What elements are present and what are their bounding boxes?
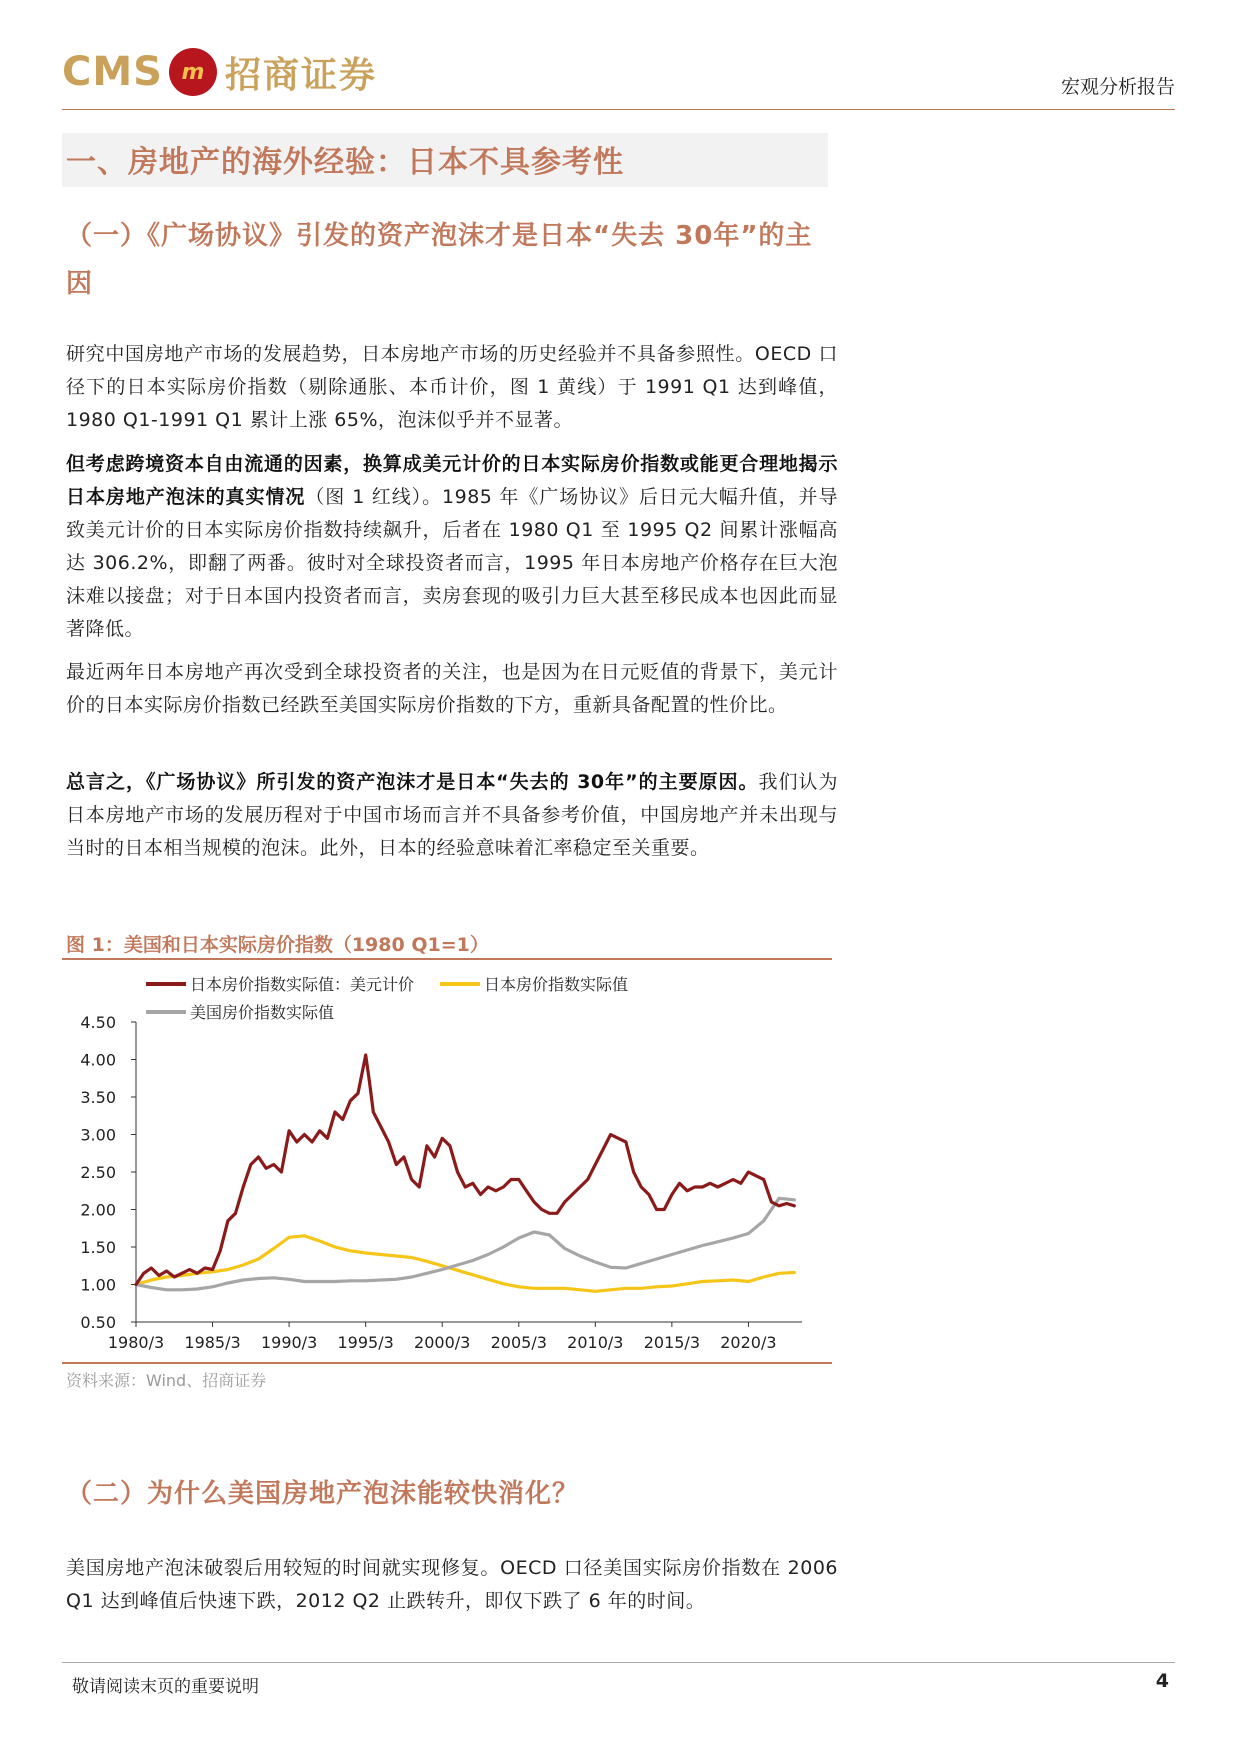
x-tick-label: 2015/3 — [643, 1333, 701, 1352]
series-line — [136, 1055, 794, 1285]
x-tick-label: 1995/3 — [337, 1333, 394, 1352]
paragraph-1: 研究中国房地产市场的发展趋势，日本房地产市场的历史经验并不具备参照性。OECD 口径下的日本实际房价指数（剔除通胀、本币计价，图 1 黄线）于 1991 Q1 达到峰值，1980 Q1-1991 Q1 累计上涨 65%，泡沫似乎并不显著。 — [66, 343, 838, 431]
y-tick-label: 1.50 — [80, 1238, 116, 1257]
paragraph-4-bold: 总言之，《广场协议》所引发的资产泡沫才是日本“失去的 30年”的主要原因。 — [66, 771, 759, 793]
legend-label: 日本房价指数实际值：美元计价 — [190, 975, 415, 994]
header-divider — [62, 109, 1175, 110]
x-tick-label: 2020/3 — [720, 1333, 777, 1352]
logo-cms-text: CMS — [62, 49, 163, 95]
paragraph-2 — [66, 448, 838, 646]
logo-emblem-icon: m — [169, 48, 217, 96]
x-tick-label: 1980/3 — [107, 1333, 165, 1352]
figure-title: 图 1：美国和日本实际房价指数（1980 Q1=1） — [66, 934, 489, 956]
y-tick-label: 2.50 — [80, 1163, 116, 1182]
x-tick-label: 2010/3 — [567, 1333, 624, 1352]
report-type: 宏观分析报告 — [1060, 76, 1175, 98]
figure-source: 资料来源：Wind、招商证券 — [66, 1371, 267, 1390]
paragraph-4 — [66, 766, 838, 865]
subsection-title-1: （一）《广场协议》引发的资产泡沫才是日本“失去 30年”的主因 — [66, 221, 813, 299]
y-tick-label: 0.50 — [80, 1313, 116, 1332]
section-title: 一、房地产的海外经验：日本不具参考性 — [66, 145, 624, 180]
x-tick-label: 2000/3 — [414, 1333, 471, 1352]
y-tick-label: 3.50 — [80, 1088, 116, 1107]
y-tick-label: 4.50 — [80, 1013, 116, 1032]
figure-bottom-rule — [62, 1362, 832, 1364]
x-tick-label: 2005/3 — [490, 1333, 547, 1352]
legend-label: 日本房价指数实际值 — [484, 975, 629, 994]
y-tick-label: 2.00 — [80, 1200, 116, 1220]
figure-top-rule — [62, 958, 832, 960]
line-chart — [62, 962, 832, 1360]
paragraph-3: 最近两年日本房地产再次受到全球投资者的关注，也是因为在日元贬值的背景下，美元计价的日本实际房价指数已经跌至美国实际房价指数的下方，重新具备配置的性价比。 — [66, 661, 838, 716]
paragraph-4-rest: 我们认为日本房地产市场的发展历程对于中国市场而言并不具备参考价值，中国房地产并未出现与当时的日本相当规模的泡沫。此外，日本的经验意味着汇率稳定至关重要。 — [66, 771, 838, 859]
paragraph-us: 美国房地产泡沫破裂后用较短的时间就实现修复。OECD 口径美国实际房价指数在 2006 Q1 达到峰值后快速下跌，2012 Q2 止跌转升，即仅下跌了 6 年的时间。 — [66, 1557, 838, 1612]
x-tick-label: 1985/3 — [184, 1333, 241, 1352]
subsection-title-2: （二）为什么美国房地产泡沫能较快消化？ — [66, 1479, 580, 1509]
page-number: 4 — [1155, 1670, 1169, 1692]
footer-disclaimer: 敬请阅读末页的重要说明 — [72, 1677, 259, 1697]
paragraph-2-bold: 但考虑跨境资本自由流通的因素，换算成美元计价的日本实际房价指数或能更合理地揭示日本房地产泡沫的真实情况 — [66, 453, 838, 508]
y-tick-label: 3.00 — [80, 1125, 116, 1145]
footer-divider — [62, 1662, 1175, 1663]
legend-label: 美国房价指数实际值 — [190, 1003, 335, 1022]
y-tick-label: 1.00 — [80, 1275, 116, 1295]
company-logo — [62, 44, 377, 100]
y-tick-label: 4.00 — [80, 1050, 116, 1070]
x-tick-label: 1990/3 — [260, 1333, 318, 1352]
paragraph-2-rest: （图 1 红线）。1985 年《广场协议》后日元大幅升值，并导致美元计价的日本实际房价指数持续飙升，后者在 1980 Q1 至 1995 Q2 间累计涨幅高达 306.2%，即翻了两番。彼时对全球投资者而言，1995 年日本房地产价格存在巨大泡沫难以接盘；对于日本国内投资者而言，卖房套现的吸引力巨大甚至移民成本也因此而显著降低。 — [66, 486, 838, 640]
logo-chinese-text: 招商证券 — [224, 53, 377, 96]
